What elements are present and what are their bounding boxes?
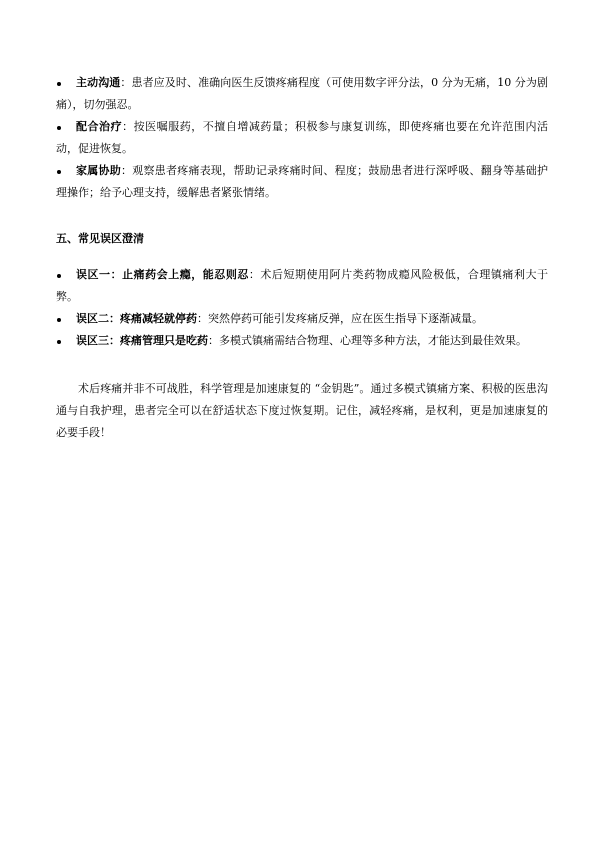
care-roles-list [56,72,548,204]
item-text: ：多模式镇痛需结合物理、心理等多种方法，才能达到最佳效果。 [208,334,527,347]
list-item [56,72,548,116]
section-heading: 五、常见误区澄清 [56,232,144,245]
item-label: 误区一：止痛药会上瘾，能忍则忍 [76,268,249,281]
item-label: 家属协助 [76,164,121,177]
list-item [56,264,548,308]
item-label: 误区二：疼痛减轻就停药 [76,312,197,325]
list-item [56,330,548,352]
item-label: 主动沟通 [76,76,121,89]
closing-paragraph: 术后疼痛并非不可战胜，科学管理是加速康复的 “金钥匙”。通过多模式镇痛方案、积极的医患沟通与自我护理，患者完全可以在舒适状态下度过恢复期。记住，减轻疼痛，是权利，更是加速康复的必要手段！ [56,382,548,439]
item-text: ：按医嘱服药，不擅自增减药量；积极参与康复训练，即使疼痛也要在允许范围内活动，促进恢复。 [56,120,549,155]
item-label: 误区三：疼痛管理只是吃药 [76,334,208,347]
bullet-icon [57,340,61,344]
list-item [56,160,548,204]
bullet-icon [57,274,61,278]
list-item [56,116,548,160]
item-text: ：患者应及时、准确向医生反馈疼痛程度（可使用数字评分法，0 分为无痛，10 分为剧痛），切勿强忍。 [56,76,548,111]
bullet-icon [57,170,61,174]
bullet-icon [57,126,61,130]
list-item [56,308,548,330]
item-label: 配合治疗 [76,120,123,133]
bullet-icon [57,82,61,86]
item-text: ：观察患者疼痛表现，帮助记录疼痛时间、程度；鼓励患者进行深呼吸、翻身等基础护理操作；给予心理支持，缓解患者紧张情绪。 [56,164,549,199]
myths-list [56,264,548,352]
bullet-icon [57,318,61,322]
item-text: ：术后短期使用阿片类药物成瘾风险极低，合理镇痛利大于弊。 [56,268,548,303]
item-text: ：突然停药可能引发疼痛反弹，应在医生指导下逐渐减量。 [197,312,483,325]
